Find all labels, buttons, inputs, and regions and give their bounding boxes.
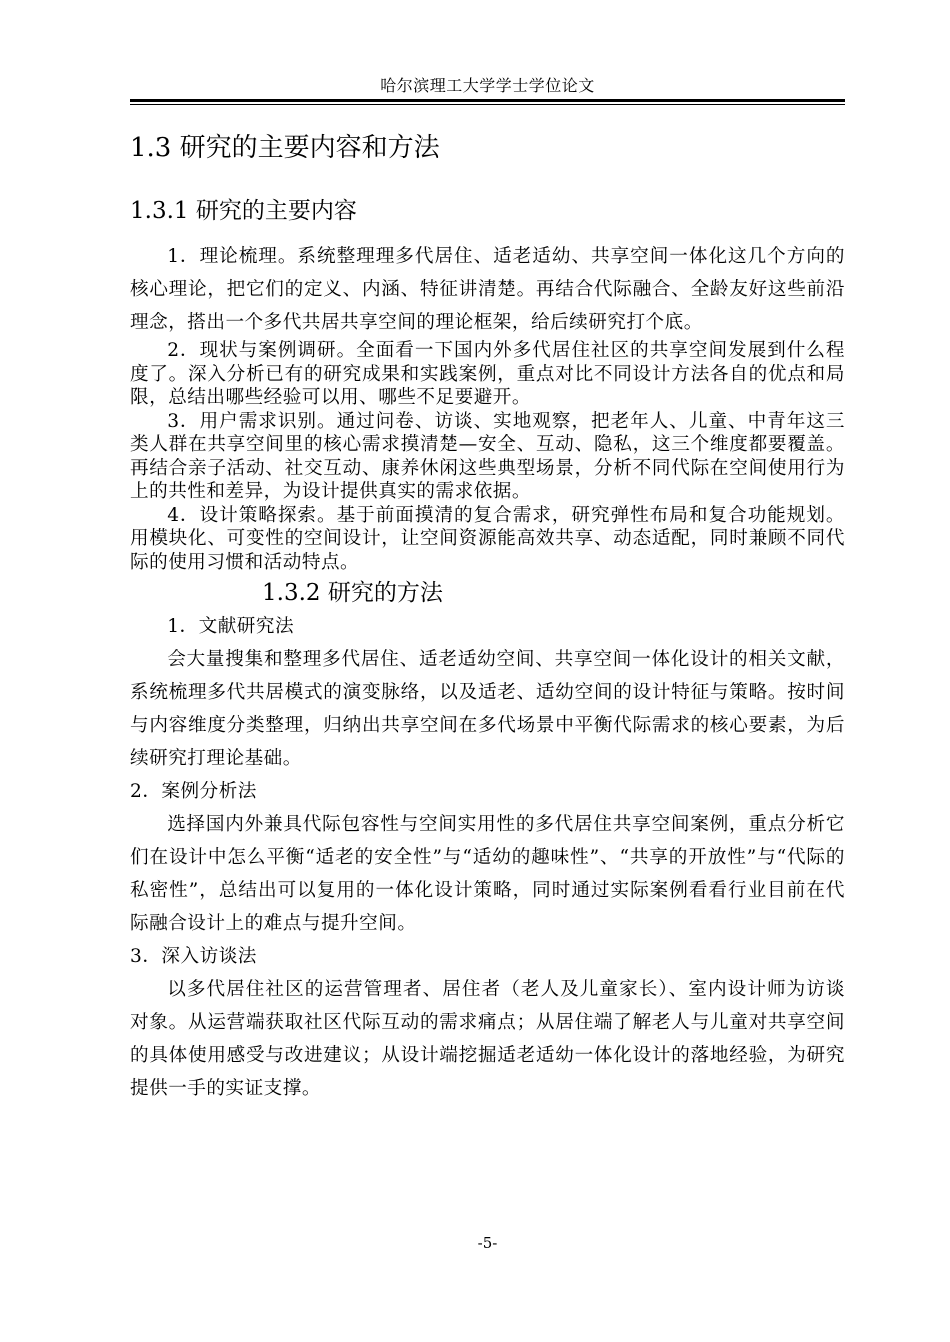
running-header: 哈尔滨理工大学学士学位论文 [380, 76, 595, 95]
page-number: -5- [477, 1234, 498, 1252]
paragraph-theory-review: 1．理论梳理。系统整理理多代居住、适老适幼、共享空间一体化这几个方向的核心理论，把它们的定义、内涵、特征讲清楚。再结合代际融合、全龄友好这些前沿理念，搭出一个多代共居共享空间的理论框架，给后续研究打个底。 [130, 246, 845, 333]
paragraph-design-strategy: 4．设计策略探索。基于前面摸清的复合需求，研究弹性布局和复合功能规划。用模块化、可变性的空间设计，让空间资源能高效共享、动态适配，同时兼顾不同代际的使用习惯和活动特点。 [130, 504, 845, 573]
method-text-literature: 会大量搜集和整理多代居住、适老适幼空间、共享空间一体化设计的相关文献，系统梳理多代共居模式的演变脉络，以及适老、适幼空间的设计特征与策略。按时间与内容维度分类整理，归纳出共享空间在多代场景中平衡代际需求的核心要素，为后续研究打理论基础。 [130, 649, 845, 769]
page-content [130, 128, 845, 1105]
method-title-interview: 3．深入访谈法 [130, 946, 257, 967]
method-title-literature: 1．文献研究法 [167, 616, 295, 637]
header-rule-thick [130, 99, 845, 102]
paragraph-case-survey: 2．现状与案例调研。全面看一下国内外多代居住社区的共享空间发展到什么程度了。深入分析已有的研究成果和实践案例，重点对比不同设计方法各自的优点和局限，总结出哪些经验可以用、哪些不足要避开。 [130, 340, 845, 408]
subsection-heading-methods: 1.3.2 研究的方法 [262, 580, 443, 606]
paragraph-user-needs: 3．用户需求识别。通过问卷、访谈、实地观察，把老年人、儿童、中青年这三类人群在共享空间里的核心需求摸清楚—安全、互动、隐私，这三个维度都要覆盖。再结合亲子活动、社交互动、康养休闲这些典型场景，分析不同代际在空间使用行为上的共性和差异，为设计提供真实的需求依据。 [130, 410, 845, 502]
section-heading: 1.3 研究的主要内容和方法 [130, 133, 440, 163]
method-text-case-analysis: 选择国内外兼具代际包容性与空间实用性的多代居住共享空间案例，重点分析它们在设计中怎么平衡“适老的安全性”与“适幼的趣味性”、“共享的开放性”与“代际的私密性”，总结出可以复用的一体化设计策略，同时通过实际案例看看行业目前在代际融合设计上的难点与提升空间。 [130, 814, 845, 934]
header-rule-thin [130, 104, 845, 105]
subsection-heading-content: 1.3.1 研究的主要内容 [130, 198, 357, 224]
method-text-interview: 以多代居住社区的运营管理者、居住者（老人及儿童家长）、室内设计师为访谈对象。从运营端获取社区代际互动的需求痛点；从居住端了解老人与儿童对共享空间的具体使用感受与改进建议；从设计端挖掘适老适幼一体化设计的落地经验，为研究提供一手的实证支撑。 [130, 979, 845, 1099]
method-title-case-analysis: 2．案例分析法 [130, 781, 257, 802]
